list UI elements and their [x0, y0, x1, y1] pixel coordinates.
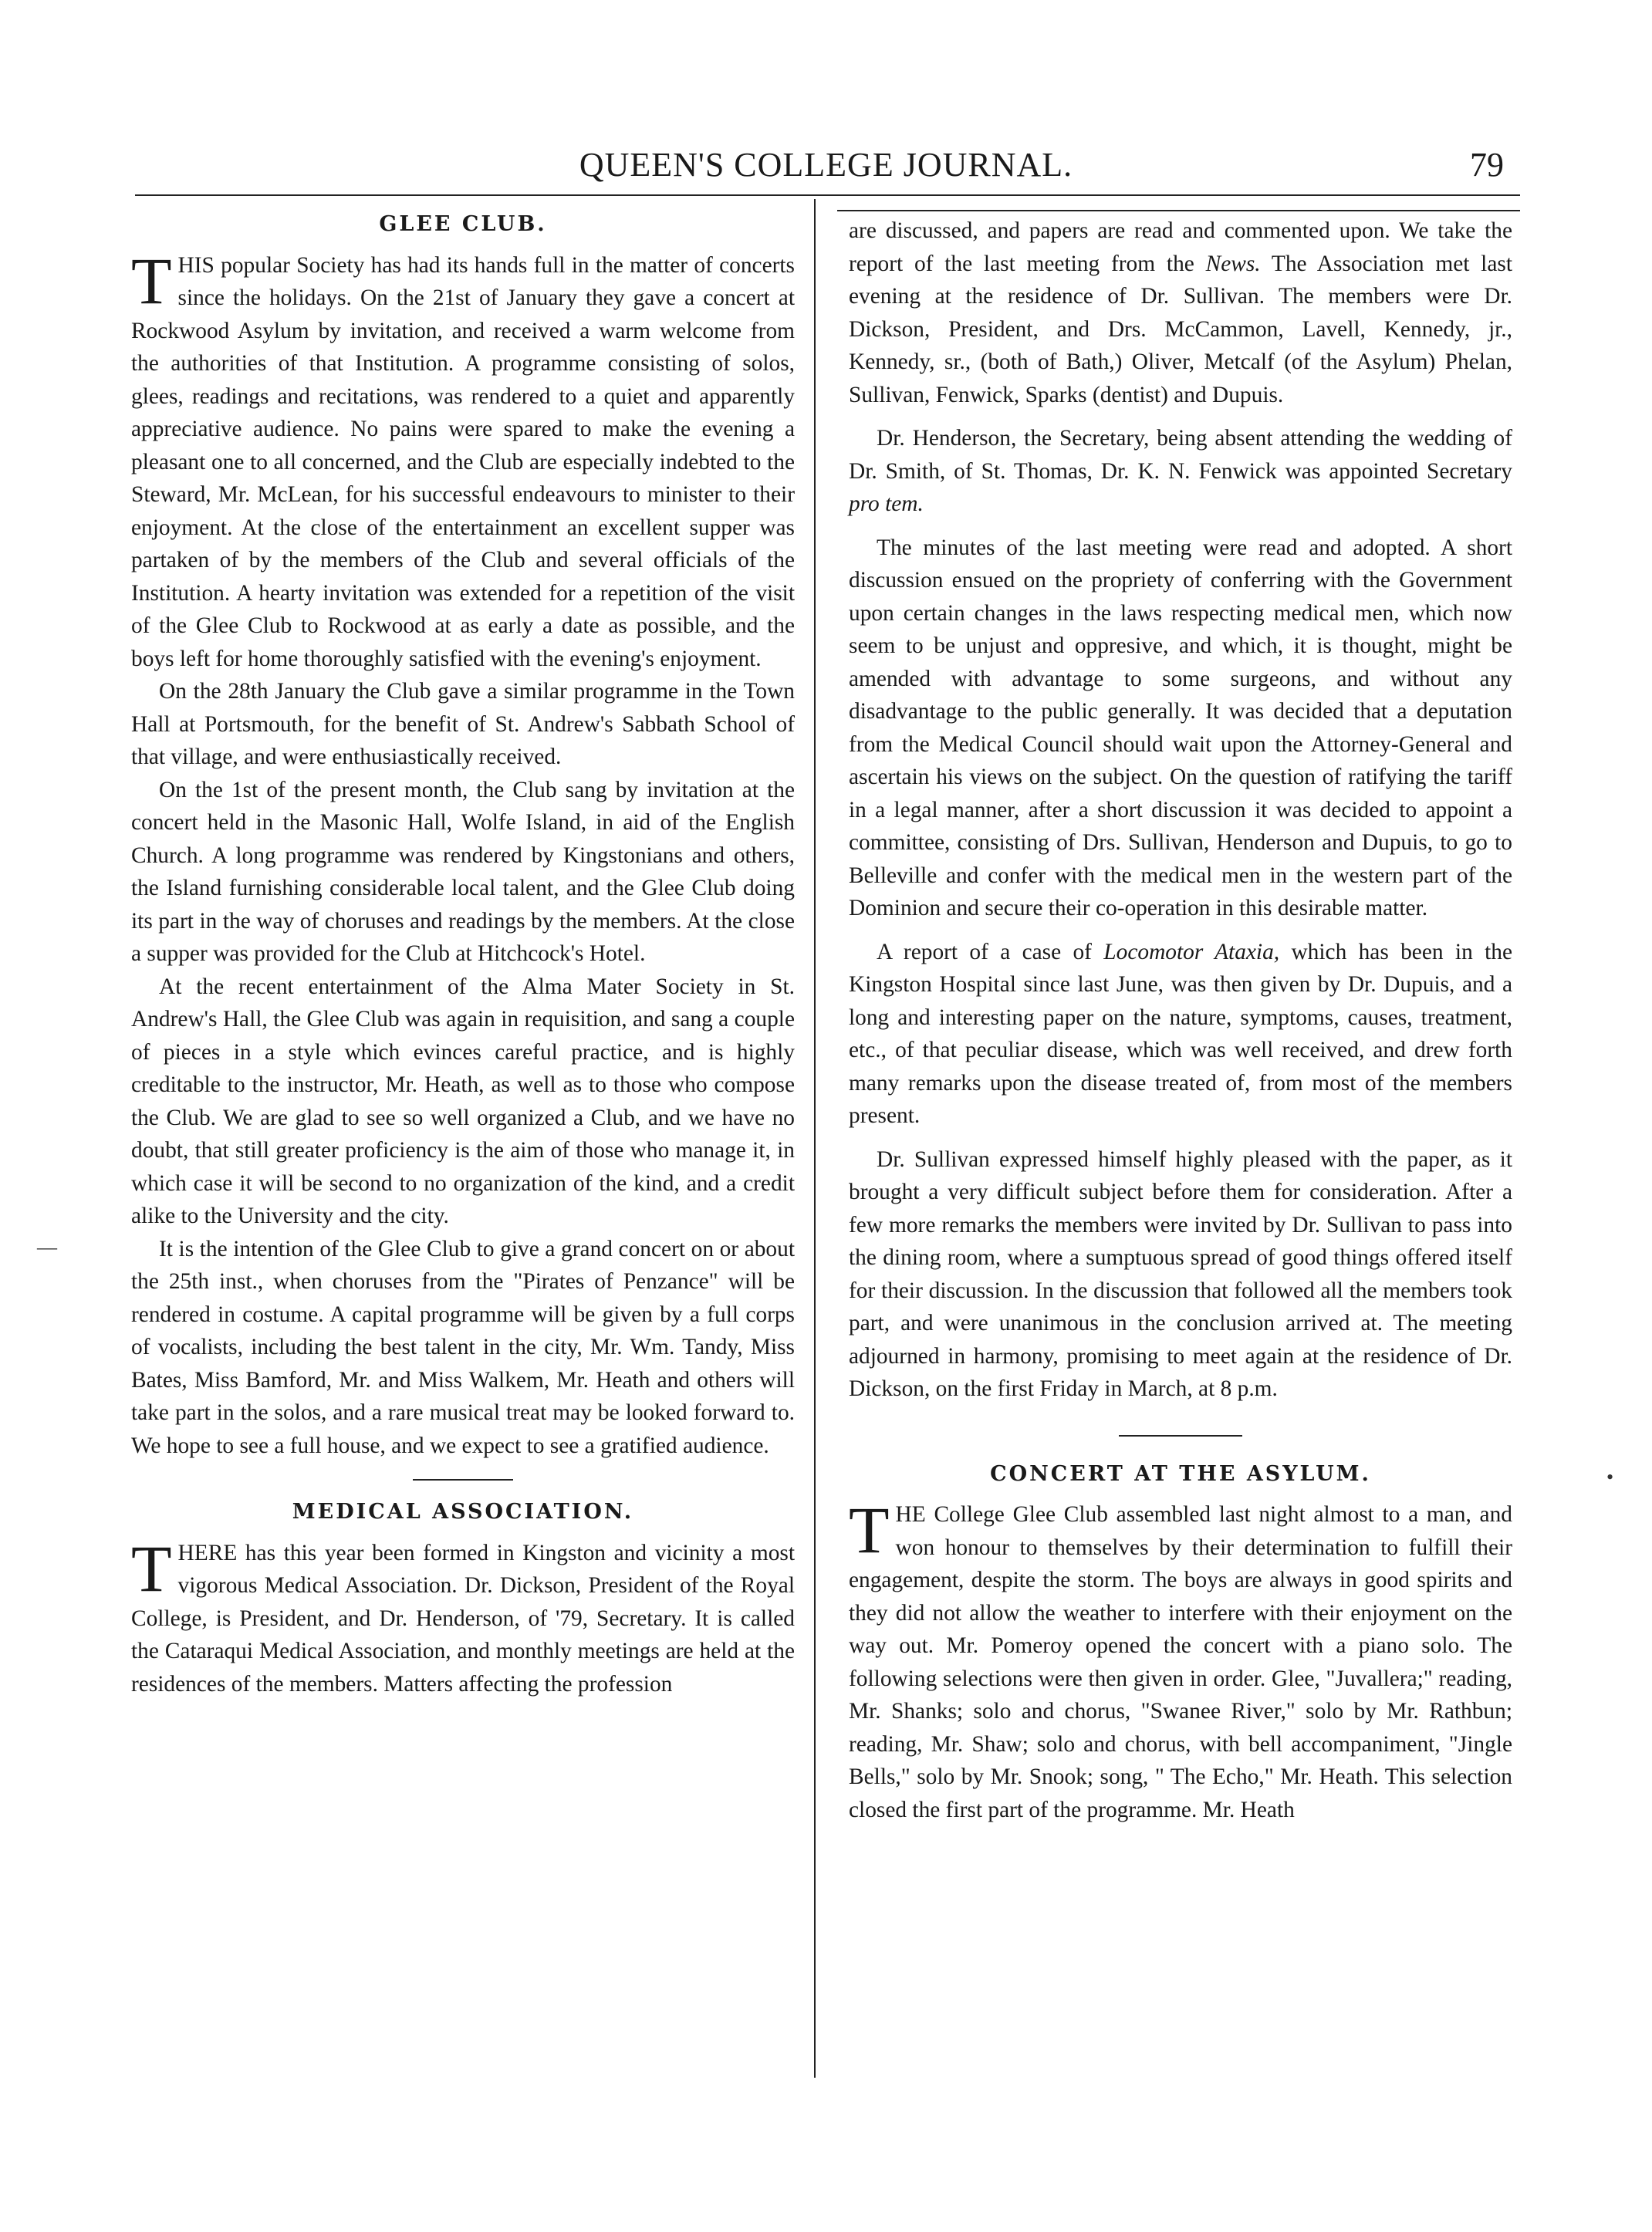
- concert-asylum-paragraph-1: [849, 1493, 1512, 1826]
- newspaper-name: News.: [1205, 251, 1261, 276]
- text-run: Dr. Henderson, the Secretary, being absent attending the wedding of Dr. Smith, of St. Thomas, Dr. K. N. Fenwick was appointed Secretary: [849, 426, 1512, 484]
- disease-name: Locomotor Ataxia,: [1103, 939, 1280, 964]
- left-column: [131, 208, 795, 1700]
- header-rule: [135, 194, 1520, 196]
- medical-association-paragraph-2: [849, 422, 1512, 521]
- text-run: which has been in the Kingston Hospital since last June, was then given by Dr. Dupuis, and a long and interesting paper on the nature, symptoms, causes, treatment, etc., of that peculiar disease, which was well received, and drew forth many remarks upon the disease treated of, from most of the members present.: [849, 939, 1512, 1128]
- medical-association-heading: MEDICAL ASSOCIATION.: [292, 1500, 634, 1524]
- glee-club-heading: GLEE CLUB.: [379, 212, 547, 236]
- right-column: [849, 214, 1512, 1826]
- drop-cap: T: [849, 1493, 890, 1567]
- column-divider: [814, 199, 816, 2078]
- margin-mark: •: [1606, 1466, 1614, 1488]
- text-run: are discussed, and papers are read and commented upon. We take the report of the last meeting from the: [849, 218, 1512, 276]
- section-divider: [1119, 1435, 1242, 1437]
- latin-phrase: pro tem.: [849, 491, 924, 516]
- medical-association-paragraph-3: The minutes of the last meeting were read and adopted. A short discussion ensued on the propriety of conferring with the Government upon certain changes in the laws respecting medical men, which now seem to be unjust and oppresive, and which, it is thought, might be amended with advantage to some surgeons, and without any disadvantage to the public generally. It was decided that a deputation from the Medical Council should wait upon the Attorney-General and ascertain his views on the subject. On the question of ratifying the tariff in a legal manner, after a short discussion it was decided to appoint a committee, consisting of Drs. Sullivan, Henderson and Dupuis, to go to Belleville and confer with the medical men in the western part of the Dominion and secure their co-operation in this desirable matter.: [849, 535, 1512, 920]
- medical-association-paragraph-5: Dr. Sullivan expressed himself highly pleased with the paper, as it brought a very difficult subject before them for consideration. After a few more remarks the members were invited by Dr. Sullivan to pass into the dining room, where a sumptuous spread of good things offered itself for their discussion. In the discussion that followed all the members took part, and were unanimous in the conclusion arrived at. The meeting adjourned in harmony, promising to meet again at the residence of Dr. Dickson, on the first Friday in March, at 8 p.m.: [849, 1146, 1512, 1401]
- section-divider: [413, 1479, 513, 1481]
- glee-club-paragraph-4: At the recent entertainment of the Alma Mater Society in St. Andrew's Hall, the Glee Club was again in requisition, and sang a couple of pieces in a style which evinces careful practice, and is highly creditable to the instructor, Mr. Heath, as well as to those who compose the Club. We are glad to see so well organized a Club, and we have no doubt, that still greater proficiency is the aim of those who manage it, in which case it will be second to no organization of the kind, and a credit alike to the University and the city.: [131, 974, 795, 1228]
- header-rule-secondary: [837, 210, 1520, 211]
- paragraph-text: HERE has this year been formed in Kingston and vicinity a most vigorous Medical Association. Dr. Dickson, President of the Royal College, is President, and Dr. Henderson, of '79, Secretary. It is called the Cataraqui Medical Association, and monthly meetings are held at the residences of the members. Matters affecting the profession: [131, 1540, 795, 1697]
- glee-club-paragraph-2: On the 28th January the Club gave a similar programme in the Town Hall at Portsmouth, for the benefit of St. Andrew's Sabbath School of that village, and were enthusiastically received.: [131, 679, 795, 769]
- paragraph-text: HIS popular Society has had its hands full in the matter of concerts since the holidays. On the 21st of January they gave a concert at Rockwood Asylum by invitation, and received a warm welcome from the authorities of that Institution. A programme consisting of solos, glees, readings and recitations, was rendered to a quiet and apparently appreciative audience. No pains were spared to make the evening a pleasant one to all concerned, and the Club are especially indebted to the Steward, Mr. McLean, for his successful endeavours to minister to their enjoyment. At the close of the entertainment an excellent supper was partaken of by the members of the Club and several officials of the Institution. A hearty invitation was extended for a repetition of the visit of the Glee Club to Rockwood at as early a date as possible, and the boys left for home thoroughly satisfied with the evening's enjoyment.: [131, 252, 795, 671]
- concert-asylum-heading: CONCERT AT THE ASYLUM.: [990, 1461, 1371, 1486]
- page-number: 79: [1470, 146, 1504, 184]
- drop-cap: T: [131, 1531, 172, 1606]
- medical-association-paragraph-1-continued: [849, 214, 1512, 411]
- medical-association-paragraph-1: [131, 1531, 795, 1701]
- running-head-title: QUEEN'S COLLEGE JOURNAL.: [579, 146, 1073, 184]
- medical-association-paragraph-4: [849, 936, 1512, 1133]
- text-run: A report of a case of: [877, 939, 1104, 964]
- drop-cap: T: [131, 243, 172, 318]
- glee-club-paragraph-1: [131, 243, 795, 676]
- glee-club-paragraph-5: It is the intention of the Glee Club to give a grand concert on or about the 25th inst., when choruses from the "Pirates of Penzance" will be rendered in costume. A capital programme will be given by a full corps of vocalists, including the best talent in the city, Mr. Wm. Tandy, Miss Bates, Miss Bamford, Mr. and Miss Walkem, Mr. Heath and others will take part in the solos, and a rare musical treat may be looked forward to. We hope to see a full house, and we expect to see a gratified audience.: [131, 1236, 795, 1458]
- glee-club-paragraph-3: On the 1st of the present month, the Club sang by invitation at the concert held in the Masonic Hall, Wolfe Island, in aid of the English Church. A long programme was rendered by Kingstonians and others, the Island furnishing considerable local talent, and the Glee Club doing its part in the way of choruses and readings by the members. At the close a supper was provided for the Club at Hitchcock's Hotel.: [131, 777, 795, 966]
- margin-mark: —: [37, 1236, 57, 1258]
- paragraph-text: HE College Glee Club assembled last night almost to a man, and won honour to themselves by their determination to fulfill their engagement, despite the storm. The boys are always in good spirits and they did not allow the weather to interfere with their enjoyment on the way out. Mr. Pomeroy opened the concert with a piano solo. The following selections were then given in order. Glee, "Juvallera;" reading, Mr. Shanks; solo and chorus, "Swanee River," solo by Mr. Rathbun; reading, Mr. Shaw; solo and chorus, with bell accompaniment, "Jingle Bells," solo by Mr. Snook; song, " The Echo," Mr. Heath. This selection closed the first part of the programme. Mr. Heath: [849, 1502, 1512, 1822]
- text-run: The Association met last evening at the residence of Dr. Sullivan. The members were Dr. Dickson, President, and Drs. McCammon, Lavell, Kennedy, jr., Kennedy, sr., (both of Bath,) Oliver, Metcalf (of the Asylum) Phelan, Sullivan, Fenwick, Sparks (dentist) and Dupuis.: [849, 251, 1513, 407]
